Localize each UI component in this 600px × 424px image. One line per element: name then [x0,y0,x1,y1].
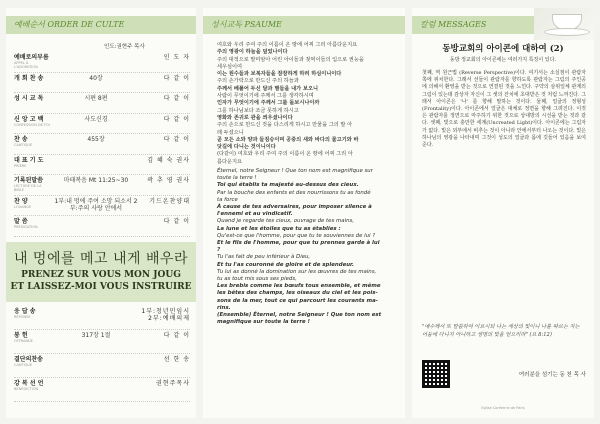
order-item-label: 대 표 기 도 PRIÈRE [14,157,52,168]
coffee-cup-image [534,8,594,40]
psalm-french-line: magnifique sur toute la terre ! [217,319,310,326]
order-of-service-panel [6,8,196,418]
psalm-french-line: Les brebis comme les bœufs tous ensemble, et même [217,283,381,290]
messages-header: 칼럼 MESSAGES [412,16,594,34]
divider [14,401,190,402]
order-row [14,136,190,149]
psalm-french-line: toute la terre ! [217,175,257,182]
column-subtitle: 동방 정교회의 아이콘에는 여러가지 특징이 있다. [449,57,557,63]
psalm-korean-line: 세우심이여 [217,63,243,70]
psalm-french-line: Tu l'as fait de peu inférieur à Dieu, [217,254,311,261]
order-item-detail: 1부:내 멍에 주여 소망 되소서 2부:주의 사랑 안에서 [54,197,138,212]
order-header: 예배순서 ORDER DE CULTE [6,16,196,34]
divider [14,174,190,175]
order-item-leader: 다 같 이 [163,115,190,123]
closing-item-label: 강 복 선 언 BÉNÉDICTION [14,380,52,391]
closing-item-label: 봉 헌 OFFRANDE [14,332,52,343]
psalm-korean-line: 사람이 무엇이기에 주께서 그를 생각하시며 [217,93,314,100]
order-row [14,116,190,129]
psalm-korean-line: (다같이) 여호와 우리 주여 주의 이름이 온 땅에 어찌 그리 아 [217,151,353,158]
psalm-french-line: sons de la mer, tout ce qui parcourt les courants ma- [217,297,378,304]
psalm-korean-line: 영화와 존귀로 관을 씌우셨나이다 [217,114,293,121]
column-body: 첫째, 역 원근법 (Reverse Perspective)이다. 여기서는 소실점이 관람자 쪽에 위치한다. 그래서 선들이 관람자를 향하도록 관람자는 그림의 주인공에 의해서 환영을 받는 것으로 연결된 것을 느낀다. 구약의 삼위일체 관계의 그림이 있는데 감상자 자신이 그 셋의 잔치에 초대받은 것 처럼 느껴진다. 그래서 아이콘은 '나' 를 향해 말하는 것이다. 둘째, 얼굴의 정형성(Frontality)이다. 아이콘에서 얼굴은 대체로 정면을 향해 그려진다. 이것은 관람자를 정면으로 마주하기 위한 것으로 상대방의 시선을 받는 것과 같다. 셋째, 빛으로 충만한 세계(Uncreated Light)이다. 아이콘에는 그림자가 없다. 빛은 외부에서 비추는 것이 아니라 안에서부터 나오는 것이다. 빛은 하나님의 영광을 나타내며 그것이 성도의 얼굴과 몸에 깃들어 있음을 보여준다. [422,70,586,149]
closing-row [14,308,190,321]
order-item-label: 찬 송 CANTIQUE [14,136,52,147]
order-row [14,75,190,88]
psalm-french-line: (Ensemble) Éternel, notre Seigneur ! Que ton nom est [217,312,382,319]
psalm-korean-line: 그를 하나님보다 조금 못하게 하시고 [217,107,299,114]
psalm-korean-line: 인자가 무엇이기에 주께서 그를 돌보시나이까 [217,100,320,107]
order-item-leader: 다 같 이 [163,136,190,143]
psalm-korean [217,42,397,166]
order-item-label: 성 시 교 독 [14,95,44,102]
divider [14,236,190,237]
theme-french-line-1: PRENEZ SUR VOUS MON JOUG [21,270,181,280]
footer-text: Eglise Coréenne de Paris [481,406,525,410]
order-item-label: 말 씀 PRÉDICATION [14,218,52,229]
divider [14,113,190,114]
order-row [14,198,190,211]
psalm-korean-line: 주의 대적으로 말미암아 어린 아이들과 젖먹이들의 입으로 권능을 [217,56,364,63]
column-title: 동방교회의 아이콘에 대하여 (2) [442,44,564,54]
theme-french-line-2: ET LAISSEZ-MOI VOUS INSTRUIRE [10,282,192,292]
order-item-detail: 455장 [87,136,105,143]
closing-item-label: 응 답 송 RÉPONSE [14,308,52,319]
psalm-panel [203,8,405,418]
theme-banner [6,242,196,302]
psalm-french-line: Tu lui as donné la domination sur les œuvres de tes mains, [217,268,377,275]
order-item-leader: 김 혜 숙 권사 [147,156,190,164]
psalm-french-line: ta force [217,196,238,203]
psalm-french-line: tu as tout mis sous ses pieds, [217,276,297,283]
psalm-korean-line: 이는 원수들과 보복자들을 잠잠하게 하려 하심이니이다 [217,71,342,78]
order-item-french: APPEL À L'ADORATION [14,61,38,69]
psalm-french-line: rins. [217,304,231,311]
psalm-korean-line: 주께서 베풀어 두신 달과 별들을 내가 보오니 [217,85,319,92]
closing-item-leader: 권현주목사 [156,380,190,387]
theme-korean: 내 멍에를 메고 내게 배우라 [13,251,189,267]
closing-item-leader: 1부:청년민임시 2부:예배의제 [141,308,190,322]
closing-item-leader: 선 한 송 [163,356,190,363]
psalm-french-line: Et le fils de l'homme, pour que tu prennes garde à lui [217,240,380,247]
psalm-korean-line: 주의 손가락으로 만드신 주의 하늘과 [217,78,299,85]
divider [14,377,190,378]
divider [14,353,190,354]
closing-item-french: BÉNÉDICTION [14,387,39,391]
psalm-korean-line: 름다운지요 [217,158,243,165]
order-row [14,218,190,231]
order-item-label: 예배로의부름 APPEL À L'ADORATION [14,54,52,69]
divider [14,72,190,73]
order-item-leader: 다 같 이 [163,95,190,102]
psalm-french-line: Éternel, notre Seigneur ! Que ton nom est magnifique sur [217,168,373,174]
order-item-french: PRÉDICATION [14,225,38,229]
psalm-french-line: À cause de tes adversaires, pour imposer silence à [217,204,372,211]
closing-row [14,356,190,369]
psalm-header: 성시교독 PSAUME [203,16,405,34]
order-row [14,95,190,108]
psalm-french-line: Toi qui établis ta majesté au-dessus des cieux. [217,182,359,189]
order-item-label: 개 회 찬 송 [14,74,44,82]
order-item-leader: 인 도 자 [163,54,190,61]
psalm-french-line: les bêtes des champs, les oiseaux du ciel et les pois- [217,290,378,297]
order-item-leader: 다 같 이 [163,74,190,82]
order-item-detail: 시편 8편 [84,95,108,102]
psalm-french [217,168,397,326]
leader-label: 인도:권현주 목사 [104,44,145,50]
psalm-french-line: Quand je regarde tes cieux, ouvrage de tes mains, [217,218,355,225]
psalm-korean-line: 닷길에 다니는 것이니이다 [217,144,276,151]
order-item-french: CONFESSION DE FOI [14,122,50,127]
psalm-french-line: Qu'est-ce que l'homme, pour que tu te souviennes de lui ? [217,232,376,239]
psalm-french-line: Par la bouche des enfants et des nourrissons tu as fondé [217,189,371,196]
closing-item-french: OFFRANDE [14,339,33,343]
order-item-label: 신 앙 고 백 CONFESSION DE FOI [14,116,52,127]
closing-row [14,380,190,393]
psalm-french-line: La lune et les étoiles que tu as établies : [217,225,341,232]
order-item-label: 기록된말씀 LECTURE DE LA BIBLE [14,177,52,192]
qr-code-icon[interactable] [422,360,450,388]
psalm-korean-line: 주의 영광이 하늘을 덮었나이다 [217,49,288,56]
order-item-detail: 마태복음 Mt 11:25~30 [63,177,129,184]
divider [14,92,190,93]
psalm-korean-line: 여호와 우리 주여 주의 이름이 온 땅에 어찌 그리 아름다운지요 [217,42,358,48]
messages-panel [412,8,594,418]
order-item-leader: 다 같 이 [163,218,190,225]
divider [14,195,190,196]
divider [14,329,190,330]
order-row [14,177,190,190]
signature: 여러분을 섬기는 동 천 목 사 [518,372,586,378]
closing-item-label: 결단의찬송 CANTIQUE [14,356,52,367]
closing-item-french: CANTIQUE [14,363,33,367]
order-item-detail: 40장 [89,74,103,82]
psalm-french-line: l'ennemi et au vindicatif. [217,211,293,218]
order-item-french: LECTURE DE LA BIBLE [14,184,42,192]
order-item-leader: 기드온찬양대 [149,197,190,205]
order-item-french: LOUANGE [14,204,32,209]
divider [14,215,190,216]
psalm-french-line: ? [217,247,221,254]
psalm-korean-line: 래 두셨으니 [217,129,244,136]
psalm-korean-line: 주의 손으로 만드신 것을 다스리게 하시고 만물을 그의 발 아 [217,122,353,129]
psalm-french-line: Et tu l'as couronné de gloire et de splendeur. [217,261,354,268]
column-quote: "예수께서 또 말씀하여 이르시되 나는 세상의 빛이니 나를 따르는 자는 어둠에 다니지 아니하고 생명의 빛을 얻으리라" (요 8:12) [422,324,580,338]
saucer-icon [544,28,590,36]
closing-item-french: RÉPONSE [14,315,31,319]
closing-item-detail: 317장 1절 [81,332,111,339]
order-row [14,54,190,67]
order-item-french: CANTIQUE [14,143,33,147]
closing-item-leader: 다 같 이 [163,332,190,339]
divider [14,133,190,134]
closing-row [14,332,190,345]
psalm-korean-line: 곧 모든 소와 양과 들짐승이며 공중의 새와 바다의 물고기와 바 [217,136,359,143]
order-item-label: 찬 양 LOUANGE [14,198,52,209]
divider [14,154,190,155]
order-item-leader: 곽 추 영 권사 [147,177,190,184]
order-row [14,157,190,170]
order-item-detail: 사도신경 [84,115,108,123]
order-item-french: PRIÈRE [14,163,27,168]
